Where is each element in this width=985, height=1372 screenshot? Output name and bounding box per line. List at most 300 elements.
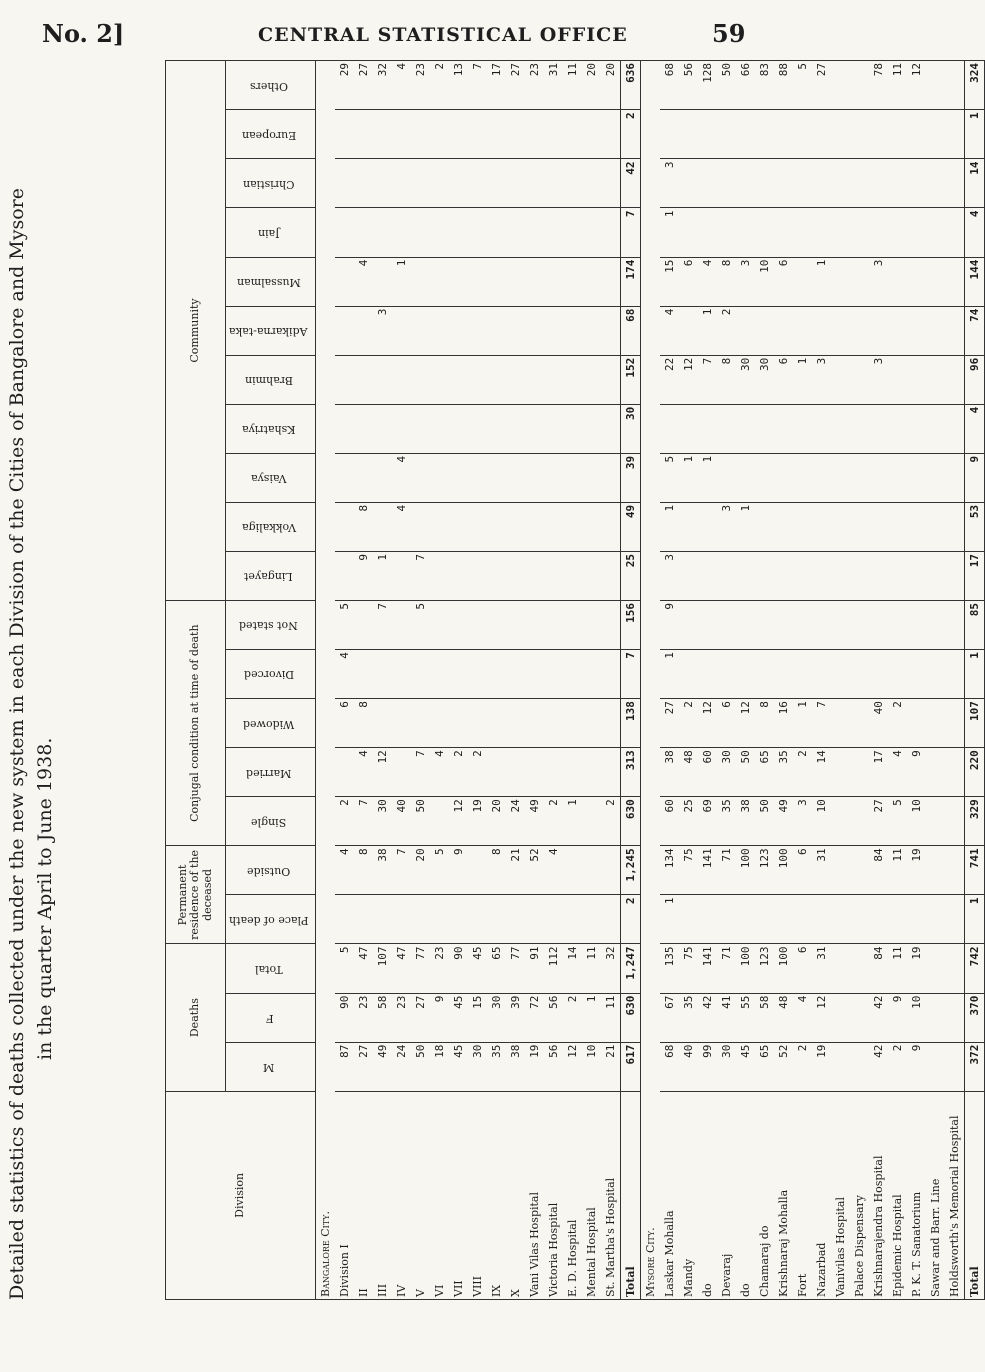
table-row: [679, 61, 698, 1300]
table-cell: [468, 650, 487, 699]
table-cell: 8: [354, 846, 373, 895]
table-cell: [831, 797, 850, 846]
table-cell: [926, 748, 945, 797]
table-cell: [354, 159, 373, 208]
table-cell: 2: [544, 797, 563, 846]
table-cell: 32: [373, 61, 392, 110]
table-cell: 1: [698, 306, 717, 355]
table-cell: [563, 306, 582, 355]
table-cell: 2: [888, 1042, 907, 1091]
table-cell: [926, 944, 945, 993]
table-cell: 65: [755, 1042, 774, 1091]
table-cell: [926, 208, 945, 257]
table-cell: [793, 306, 812, 355]
row-label: do: [698, 1091, 717, 1299]
table-cell: [487, 208, 506, 257]
table-cell: 19: [525, 1042, 544, 1091]
table-cell: [373, 208, 392, 257]
table-cell: [755, 895, 774, 944]
table-cell: 6: [793, 944, 812, 993]
table-cell: [850, 797, 869, 846]
table-cell: 2: [679, 699, 698, 748]
row-label: VII: [449, 1091, 468, 1299]
table-cell: [601, 748, 621, 797]
table-cell: 5: [660, 453, 679, 502]
row-label: Mandy: [679, 1091, 698, 1299]
table-cell: 47: [354, 944, 373, 993]
table-cell: [525, 404, 544, 453]
table-cell: [907, 453, 926, 502]
table-row: [354, 61, 373, 1300]
table-cell: 22: [660, 355, 679, 404]
table-cell: [945, 601, 965, 650]
table-cell: 741: [965, 846, 985, 895]
table-cell: [831, 846, 850, 895]
table-cell: 31: [812, 944, 831, 993]
page-section-label: No. 2]: [42, 19, 125, 48]
table-cell: 1: [660, 895, 679, 944]
table-cell: 1: [373, 551, 392, 600]
table-cell: [411, 404, 430, 453]
table-cell: 2: [449, 748, 468, 797]
table-cell: 10: [907, 797, 926, 846]
table-cell: [945, 748, 965, 797]
table-cell: [430, 306, 449, 355]
table-cell: [660, 404, 679, 453]
table-cell: 5: [411, 601, 430, 650]
table-cell: 9: [907, 748, 926, 797]
table-cell: [506, 551, 525, 600]
table-cell: [812, 453, 831, 502]
row-label: Epidemic Hospital: [888, 1091, 907, 1299]
table-cell: 49: [373, 1042, 392, 1091]
table-cell: [869, 601, 888, 650]
table-cell: [563, 257, 582, 306]
col-kshatriya: Kshatriya: [226, 404, 316, 453]
table-cell: 23: [392, 993, 411, 1042]
table-cell: [812, 159, 831, 208]
table-cell: 12: [563, 1042, 582, 1091]
table-cell: 2: [888, 699, 907, 748]
table-cell: 1: [660, 502, 679, 551]
table-cell: [601, 453, 621, 502]
table-cell: [945, 159, 965, 208]
table-cell: [487, 502, 506, 551]
table-cell: [582, 159, 601, 208]
table-cell: [679, 502, 698, 551]
table-cell: 4: [965, 404, 985, 453]
table-cell: [468, 306, 487, 355]
table-cell: [679, 895, 698, 944]
table-cell: [679, 601, 698, 650]
table-cell: 60: [660, 797, 679, 846]
table-cell: [563, 699, 582, 748]
table-cell: 53: [965, 502, 985, 551]
row-label: V: [411, 1091, 430, 1299]
table-cell: 78: [869, 61, 888, 110]
row-label: X: [506, 1091, 525, 1299]
table-cell: [449, 159, 468, 208]
table-cell: 9: [888, 993, 907, 1042]
table-cell: 27: [354, 1042, 373, 1091]
table-cell: [926, 993, 945, 1042]
table-cell: 220: [965, 748, 985, 797]
table-cell: [392, 551, 411, 600]
table-cell: [831, 502, 850, 551]
table-cell: [563, 404, 582, 453]
table-cell: [945, 797, 965, 846]
table-cell: [525, 551, 544, 600]
table-cell: [717, 650, 736, 699]
table-cell: [506, 650, 525, 699]
table-cell: 68: [660, 61, 679, 110]
table-cell: [888, 601, 907, 650]
col-place-of-death: Place of death: [226, 895, 316, 944]
table-cell: [544, 699, 563, 748]
table-cell: 12: [373, 748, 392, 797]
table-cell: 38: [506, 1042, 525, 1091]
table-cell: [525, 453, 544, 502]
table-cell: 45: [468, 944, 487, 993]
table-cell: 100: [736, 944, 755, 993]
row-label: Chamaraj do: [755, 1091, 774, 1299]
table-cell: 2: [793, 1042, 812, 1091]
table-cell: 55: [736, 993, 755, 1042]
table-row: [601, 61, 621, 1300]
table-cell: 3: [717, 502, 736, 551]
table-cell: [812, 110, 831, 159]
table-cell: 7: [468, 61, 487, 110]
table-cell: 52: [525, 846, 544, 895]
table-cell: [888, 502, 907, 551]
table-cell: [888, 208, 907, 257]
table-cell: 12: [698, 699, 717, 748]
table-cell: 23: [525, 61, 544, 110]
table-cell: 2: [563, 993, 582, 1042]
table-body: [316, 61, 985, 1300]
table-cell: [449, 208, 468, 257]
table-cell: 1: [812, 257, 831, 306]
table-cell: [430, 601, 449, 650]
table-cell: 12: [812, 993, 831, 1042]
table-cell: [907, 895, 926, 944]
table-cell: [468, 895, 487, 944]
table-cell: 4: [335, 650, 354, 699]
table-cell: [831, 61, 850, 110]
table-cell: 48: [679, 748, 698, 797]
table-cell: [736, 159, 755, 208]
table-cell: 50: [411, 1042, 430, 1091]
table-cell: [354, 355, 373, 404]
table-cell: 742: [965, 944, 985, 993]
table-cell: [812, 895, 831, 944]
table-cell: [582, 846, 601, 895]
table-row: [926, 61, 945, 1300]
table-cell: 3: [660, 159, 679, 208]
table-cell: 19: [468, 797, 487, 846]
col-single: Single: [226, 797, 316, 846]
table-cell: [793, 159, 812, 208]
table-row: [430, 61, 449, 1300]
table-cell: 30: [621, 404, 641, 453]
table-cell: 32: [601, 944, 621, 993]
table-cell: 85: [965, 601, 985, 650]
table-cell: 67: [660, 993, 679, 1042]
table-cell: 7: [621, 650, 641, 699]
table-cell: [411, 306, 430, 355]
table-cell: 100: [736, 846, 755, 895]
table-cell: 30: [736, 355, 755, 404]
city-heading-row: [641, 61, 661, 1300]
table-cell: [506, 601, 525, 650]
table-cell: [601, 306, 621, 355]
table-cell: [793, 601, 812, 650]
table-cell: [907, 110, 926, 159]
table-cell: [373, 159, 392, 208]
table-cell: 141: [698, 944, 717, 993]
page-number: 59: [712, 19, 746, 48]
table-cell: [335, 159, 354, 208]
table-cell: 2: [335, 797, 354, 846]
table-cell: 1: [698, 453, 717, 502]
table-cell: [698, 502, 717, 551]
table-cell: 50: [755, 797, 774, 846]
table-cell: [525, 257, 544, 306]
table-cell: [525, 355, 544, 404]
table-cell: 12: [907, 61, 926, 110]
table-cell: [945, 257, 965, 306]
table-cell: 1: [660, 650, 679, 699]
table-cell: [601, 355, 621, 404]
table-cell: [544, 110, 563, 159]
table-cell: 2: [621, 110, 641, 159]
table-cell: [888, 650, 907, 699]
table-cell: 21: [506, 846, 525, 895]
table-cell: 7: [411, 551, 430, 600]
table-cell: [544, 601, 563, 650]
col-european: European: [226, 110, 316, 159]
table-cell: [392, 699, 411, 748]
table-cell: 24: [392, 1042, 411, 1091]
table-cell: 14: [965, 159, 985, 208]
table-cell: [468, 699, 487, 748]
table-cell: [468, 257, 487, 306]
table-cell: [717, 601, 736, 650]
table-cell: 56: [679, 61, 698, 110]
table-cell: [926, 1042, 945, 1091]
table-cell: 112: [544, 944, 563, 993]
row-label: Fort: [793, 1091, 812, 1299]
table-cell: 8: [717, 355, 736, 404]
table-cell: [945, 551, 965, 600]
table-cell: [926, 257, 945, 306]
table-cell: 39: [621, 453, 641, 502]
table-cell: [907, 601, 926, 650]
table-cell: [563, 208, 582, 257]
table-cell: 7: [411, 748, 430, 797]
table-cell: 30: [717, 748, 736, 797]
table-cell: 11: [582, 944, 601, 993]
table-cell: [582, 502, 601, 551]
table-cell: [945, 61, 965, 110]
table-cell: 77: [506, 944, 525, 993]
table-cell: [392, 208, 411, 257]
table-cell: 4: [392, 502, 411, 551]
table-cell: 52: [774, 1042, 793, 1091]
table-cell: [774, 110, 793, 159]
table-cell: [354, 306, 373, 355]
table-cell: 30: [373, 797, 392, 846]
table-row: [392, 61, 411, 1300]
table-cell: 56: [544, 1042, 563, 1091]
table-cell: [793, 551, 812, 600]
table-cell: 6: [774, 257, 793, 306]
table-cell: [506, 208, 525, 257]
table-cell: [449, 404, 468, 453]
row-label: Victoria Hospital: [544, 1091, 563, 1299]
office-title: CENTRAL STATISTICAL OFFICE: [258, 24, 628, 46]
table-cell: 8: [755, 699, 774, 748]
table-cell: [831, 208, 850, 257]
table-cell: [831, 993, 850, 1042]
table-cell: 49: [774, 797, 793, 846]
table-cell: 10: [582, 1042, 601, 1091]
table-cell: [335, 895, 354, 944]
table-cell: [926, 502, 945, 551]
table-cell: 40: [392, 797, 411, 846]
table-cell: [449, 306, 468, 355]
table-cell: [487, 650, 506, 699]
table-cell: [506, 110, 525, 159]
table-cell: [831, 944, 850, 993]
table-cell: [698, 404, 717, 453]
table-cell: [774, 404, 793, 453]
table-cell: 5: [793, 61, 812, 110]
table-cell: [373, 895, 392, 944]
table-cell: [831, 257, 850, 306]
table-cell: [850, 208, 869, 257]
table-cell: [888, 404, 907, 453]
table-cell: 9: [965, 453, 985, 502]
row-label: E. D. Hospital: [563, 1091, 582, 1299]
table-cell: [582, 601, 601, 650]
table-cell: [850, 944, 869, 993]
table-cell: [335, 453, 354, 502]
table-row: [698, 61, 717, 1300]
table-cell: [831, 159, 850, 208]
table-row: [945, 61, 965, 1300]
table-cell: 90: [335, 993, 354, 1042]
table-cell: 630: [621, 993, 641, 1042]
table-cell: [850, 306, 869, 355]
table-cell: [582, 208, 601, 257]
table-cell: [449, 502, 468, 551]
table-cell: 27: [411, 993, 430, 1042]
table-cell: [850, 551, 869, 600]
table-cell: 8: [487, 846, 506, 895]
table-cell: [582, 895, 601, 944]
table-cell: 38: [736, 797, 755, 846]
table-row: [468, 61, 487, 1300]
table-cell: 75: [679, 846, 698, 895]
table-row: [793, 61, 812, 1300]
table-cell: [373, 502, 392, 551]
col-married: Married: [226, 748, 316, 797]
table-cell: 9: [660, 601, 679, 650]
table-cell: 6: [717, 699, 736, 748]
table-cell: [411, 502, 430, 551]
table-cell: [774, 601, 793, 650]
table-cell: [736, 306, 755, 355]
table-cell: [468, 404, 487, 453]
table-cell: [601, 257, 621, 306]
table-cell: [601, 502, 621, 551]
table-cell: 5: [335, 944, 354, 993]
table-cell: 65: [487, 944, 506, 993]
table-cell: [601, 895, 621, 944]
table-cell: 15: [660, 257, 679, 306]
table-cell: 100: [774, 944, 793, 993]
table-cell: [487, 355, 506, 404]
table-cell: [468, 502, 487, 551]
row-label: Division I: [335, 1091, 354, 1299]
table-cell: 49: [621, 502, 641, 551]
col-outside: Outside: [226, 846, 316, 895]
table-cell: 71: [717, 846, 736, 895]
table-cell: [544, 257, 563, 306]
table-cell: [831, 404, 850, 453]
table-cell: [411, 257, 430, 306]
table-cell: 25: [621, 551, 641, 600]
table-cell: [926, 699, 945, 748]
row-label: P. K. T. Sanatorium: [907, 1091, 926, 1299]
table-cell: [449, 453, 468, 502]
table-cell: [506, 699, 525, 748]
table-cell: 38: [373, 846, 392, 895]
table-cell: [717, 453, 736, 502]
table-cell: [430, 110, 449, 159]
table-cell: [736, 208, 755, 257]
table-cell: 31: [544, 61, 563, 110]
table-title-line1: Detailed statistics of deaths collected under the new system in each Division of the Cities of Bangalore and Mysore: [6, 188, 28, 1300]
col-christian: Christian: [226, 159, 316, 208]
table-cell: 58: [373, 993, 392, 1042]
table-cell: [755, 404, 774, 453]
table-cell: 1: [392, 257, 411, 306]
col-division: Division: [166, 1091, 316, 1299]
table-cell: 90: [449, 944, 468, 993]
table-cell: 60: [698, 748, 717, 797]
col-widowed: Widowed: [226, 699, 316, 748]
table-cell: 8: [717, 257, 736, 306]
table-cell: 11: [888, 846, 907, 895]
table-cell: 99: [698, 1042, 717, 1091]
table-cell: 2: [601, 797, 621, 846]
row-label: Devaraj: [717, 1091, 736, 1299]
table-cell: [812, 601, 831, 650]
table-cell: 18: [430, 1042, 449, 1091]
table-cell: 11: [888, 61, 907, 110]
table-cell: [449, 355, 468, 404]
table-cell: 1: [582, 993, 601, 1042]
table-cell: 14: [812, 748, 831, 797]
table-cell: [582, 110, 601, 159]
table-cell: 329: [965, 797, 985, 846]
table-cell: 8: [354, 502, 373, 551]
row-label: Total: [621, 1091, 641, 1299]
table-cell: [335, 306, 354, 355]
table-row: [755, 61, 774, 1300]
